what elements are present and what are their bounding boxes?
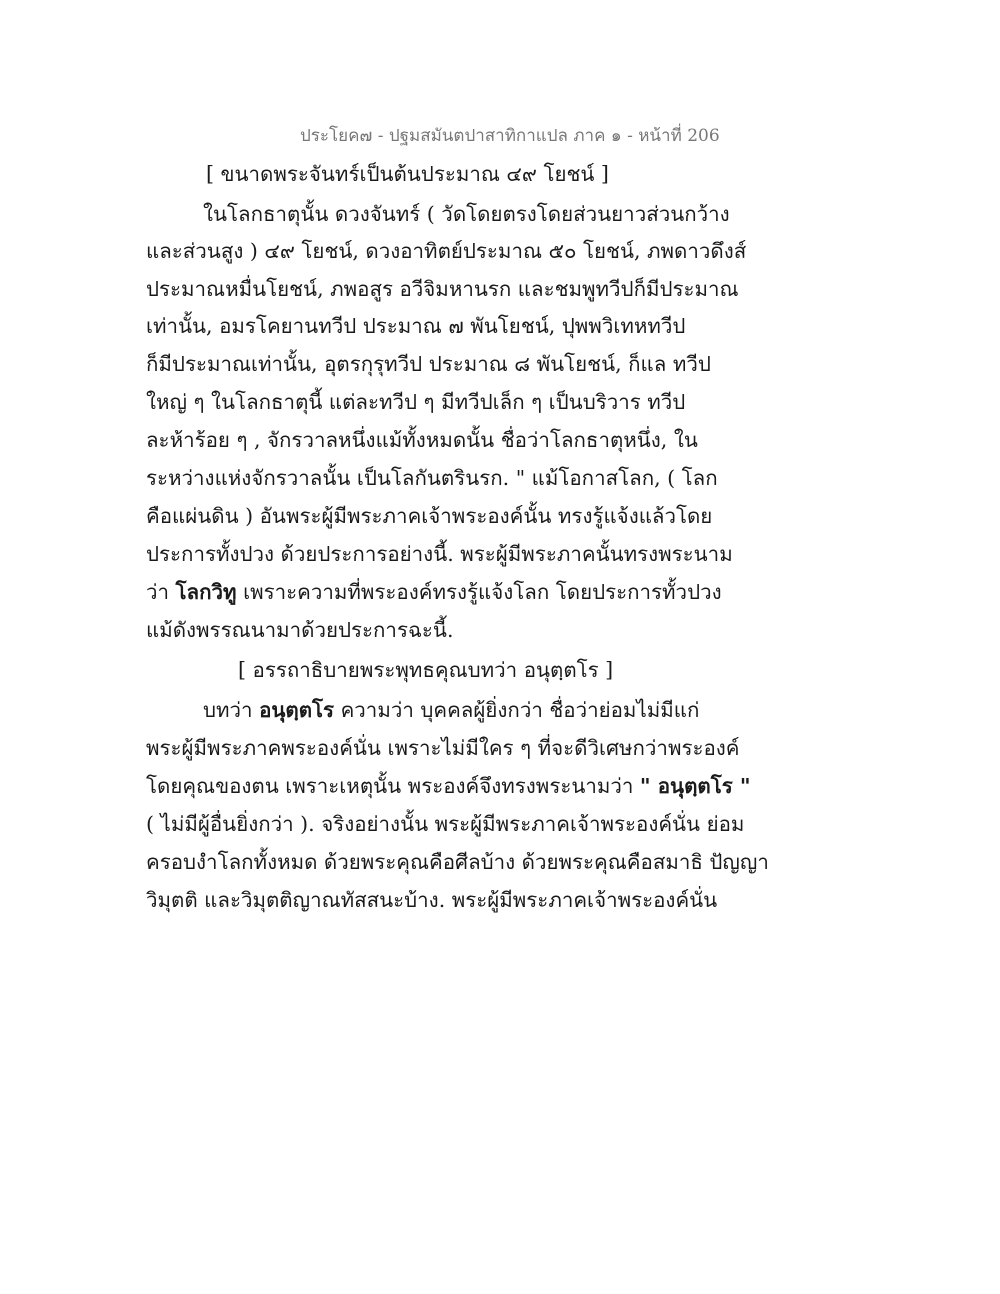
paragraph-line: แม้ดังพรรณนามาด้วยประการฉะนี้. (146, 618, 454, 642)
bold-term-anuttaro-quoted: " อนุตฺตโร " (639, 774, 751, 798)
paragraph-line: ใหญ่ ๆ ในโลกธาตุนี้ แต่ละทวีป ๆ มีทวีปเล็ก ๆ เป็นบริวาร ทวีป (146, 390, 686, 414)
paragraph-line: ประมาณหมื่นโยชน์, ภพอสูร อวีจิมหานรก และชมพูทวีปก็มีประมาณ (146, 277, 739, 301)
paragraph-line (203, 696, 699, 724)
paragraph-line (146, 772, 751, 800)
section-heading-moon-size: [ ขนาดพระจันทร์เป็นต้นประมาณ ๔๙ โยชน์ ] (206, 162, 609, 186)
paragraph-line: ระหว่างแห่งจักรวาลนั้น เป็นโลกันตรินรก. " แม้โอกาสโลก, ( โลก (146, 466, 718, 490)
paragraph-line: ในโลกธาตุนั้น ดวงจันทร์ ( วัดโดยตรงโดยส่วนยาวส่วนกว้าง (203, 202, 730, 226)
bold-term-lokavidu: โลกวิทู (175, 580, 237, 604)
paragraph-line: คือแผ่นดิน ) อันพระผู้มีพระภาคเจ้าพระองค์นั้น ทรงรู้แจ้งแล้วโดย (146, 504, 713, 528)
line-text: โดยคุณของตน เพราะเหตุนั้น พระองค์จึงทรงพระนามว่า (146, 774, 640, 798)
paragraph-line: วิมุตติ และวิมุตติญาณทัสสนะบ้าง. พระผู้มีพระภาคเจ้าพระองค์นั่น (146, 888, 718, 912)
paragraph-line: และส่วนสูง ) ๔๙ โยชน์, ดวงอาทิตย์ประมาณ ๕๐ โยชน์, ภพดาวดึงส์ (146, 239, 747, 263)
line-text: บทว่า (203, 698, 260, 722)
paragraph-line (146, 578, 722, 606)
paragraph-line: ( ไม่มีผู้อื่นยิ่งกว่า ). จริงอย่างนั้น พระผู้มีพระภาคเจ้าพระองค์นั่น ย่อม (146, 812, 745, 836)
line-text: ความว่า บุคคลผู้ยิ่งกว่า ชื่อว่าย่อมไม่มีแก่ (334, 698, 700, 722)
paragraph-line: ประการทั้งปวง ด้วยประการอย่างนี้. พระผู้มีพระภาคนั้นทรงพระนาม (146, 542, 733, 566)
paragraph-line: ครอบงำโลกทั้งหมด ด้วยพระคุณคือศีลบ้าง ด้วยพระคุณคือสมาธิ ปัญญา (146, 850, 769, 874)
section-heading-anuttaro: [ อรรถาธิบายพระพุทธคุณบทว่า อนุตฺตโร ] (238, 658, 614, 682)
paragraph-line: ละห้าร้อย ๆ , จักรวาลหนึ่งแม้ทั้งหมดนั้น ชื่อว่าโลกธาตุหนึ่ง, ใน (146, 428, 698, 452)
line-text: เพราะความที่พระองค์ทรงรู้แจ้งโลก โดยประการทั้วปวง (236, 580, 722, 604)
paragraph-line: เท่านั้น, อมรโคยานทวีป ประมาณ ๗ พันโยชน์, ปุพพวิเทหทวีป (146, 314, 686, 338)
paragraph-line: ก็มีประมาณเท่านั้น, อุตรกุรุทวีป ประมาณ ๘ พันโยชน์, ก็แล ทวีป (146, 352, 711, 376)
bold-term-anuttaro: อนุตฺตโร (259, 698, 335, 722)
line-text: ว่า (146, 580, 176, 604)
paragraph-line: พระผู้มีพระภาคพระองค์นั่น เพราะไม่มีใคร ๆ ที่จะดีวิเศษกว่าพระองค์ (146, 736, 740, 760)
running-header: ประโยค๗ - ปฐมสมันตปาสาทิกาแปล ภาค ๑ - หน้าที่ 206 (300, 126, 720, 146)
